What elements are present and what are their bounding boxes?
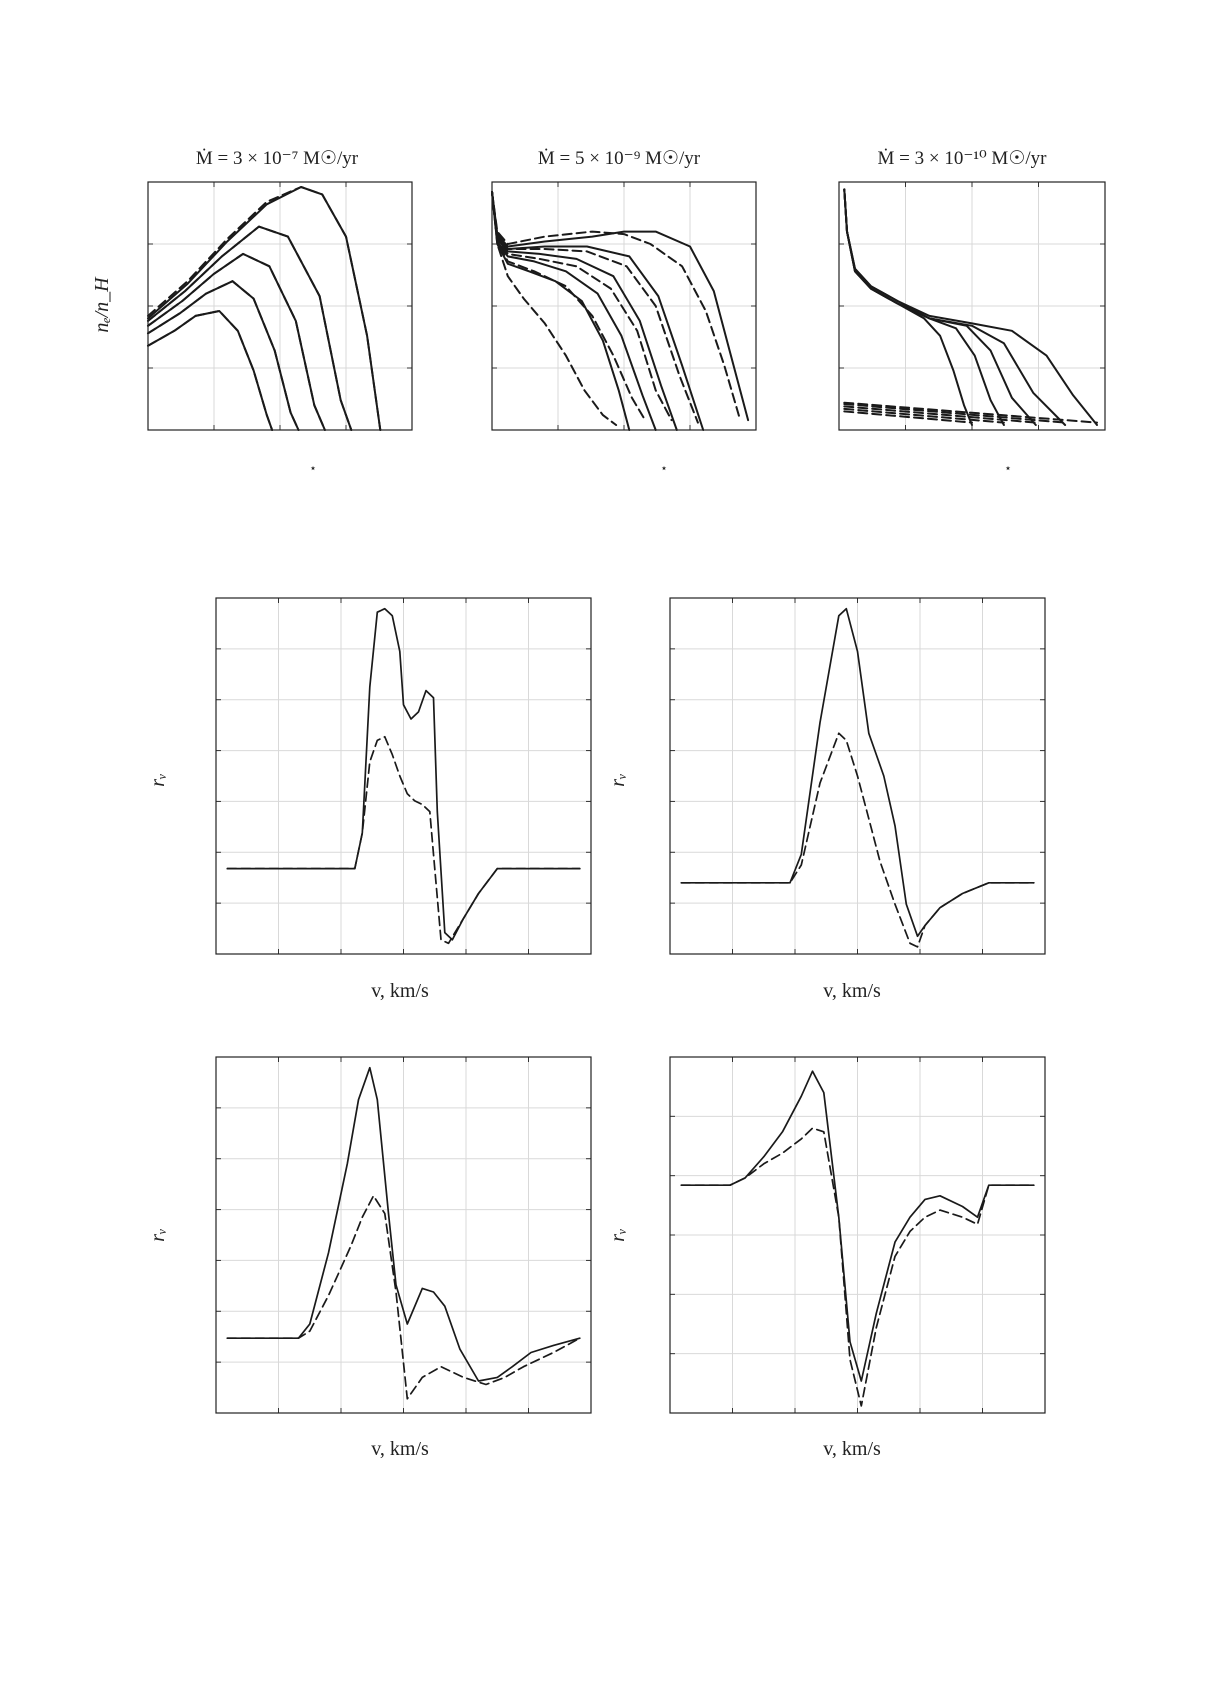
panel-b-series-4-solid — [492, 192, 677, 430]
panel-b-series-1-dashed — [492, 192, 616, 425]
panel-c-title: Ṁ = 3 × 10⁻¹⁰ M☉/yr — [877, 148, 1047, 169]
panel-c — [839, 182, 1105, 430]
panel-d — [216, 598, 591, 954]
panel-a-series-9-dashed — [148, 187, 380, 430]
panel-a-title: Ṁ = 3 × 10⁻⁷ M☉/yr — [195, 148, 359, 169]
panel-c-series-8-dashed — [844, 404, 1065, 423]
panel-b-title: Ṁ = 5 × 10⁻⁹ M☉/yr — [537, 148, 701, 169]
panel-e-ylabel: rᵥ — [607, 773, 629, 787]
panel-b-series-6-solid — [492, 192, 703, 430]
panel-f — [216, 1057, 591, 1413]
panel-d-ylabel: rᵥ — [147, 773, 169, 787]
panel-c-series-3-solid — [844, 189, 1065, 425]
panel-e — [670, 598, 1045, 954]
panel-b-xmarker: ⋆ — [660, 461, 668, 475]
panel-c-series-5-dashed — [844, 411, 972, 422]
panel-b — [492, 182, 756, 430]
panel-b-series-7-dashed — [492, 192, 698, 423]
panel-a-xmarker: ⋆ — [309, 461, 317, 475]
panel-a-series-5-dashed — [148, 254, 325, 430]
panel-a-series-8-solid — [148, 187, 380, 430]
panel-a-ylabel: nₑ/n_H — [91, 277, 113, 333]
panel-f-ylabel: rᵥ — [147, 1228, 169, 1242]
panel-a-series-0-solid — [148, 311, 272, 430]
panel-b-series-0-solid — [492, 192, 629, 430]
panel-e-xlabel: v, km/s — [823, 980, 881, 1002]
panel-c-series-2-solid — [844, 189, 1036, 425]
panel-b-series-2-solid — [492, 192, 656, 430]
panel-g-xlabel: v, km/s — [823, 1438, 881, 1460]
panel-f-xlabel: v, km/s — [371, 1438, 429, 1460]
panel-d-xlabel: v, km/s — [371, 980, 429, 1002]
panel-c-series-4-solid — [844, 189, 1097, 425]
panel-g-ylabel: rᵥ — [607, 1228, 629, 1242]
panel-g — [670, 1057, 1045, 1413]
panel-c-series-1-solid — [844, 189, 1004, 425]
panel-a — [148, 182, 412, 430]
panel-c-series-6-dashed — [844, 409, 1004, 423]
panel-c-xmarker: ⋆ — [1004, 461, 1012, 475]
panel-a-series-4-solid — [148, 254, 325, 430]
